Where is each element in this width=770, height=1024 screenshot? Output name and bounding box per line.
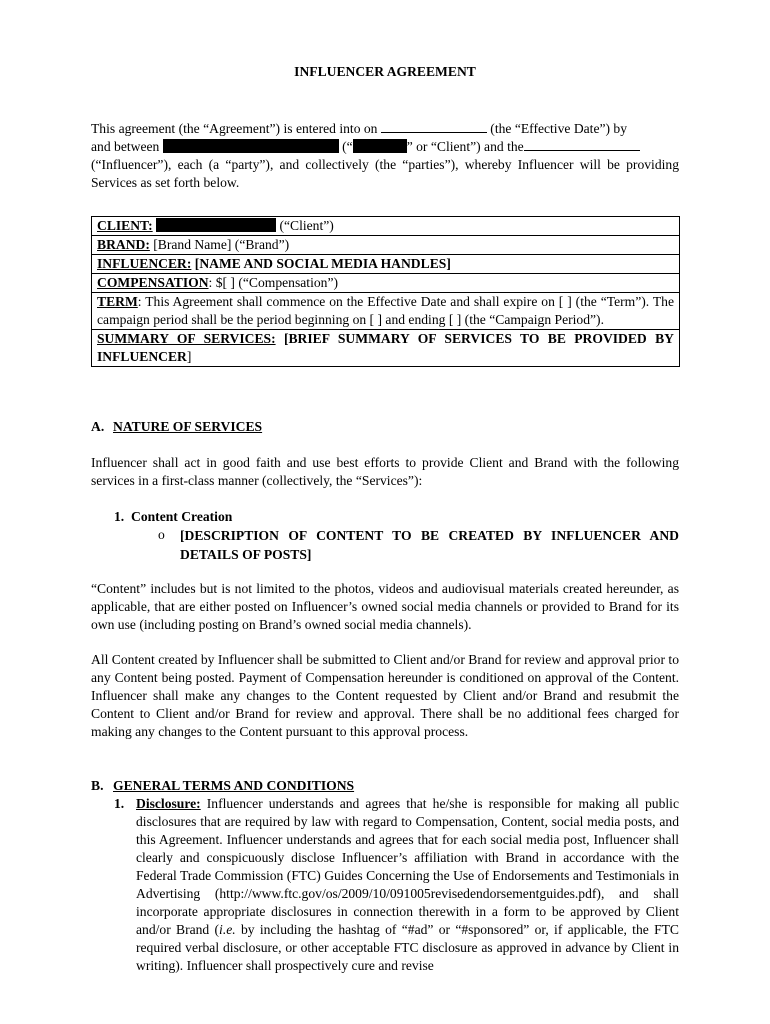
intro-text: ” or “Client”) and the <box>406 139 524 154</box>
redacted-client-name <box>156 218 276 232</box>
table-row-client <box>92 217 680 236</box>
brand-label: BRAND: <box>97 237 150 252</box>
redacted-party-name <box>163 139 339 153</box>
summary-value: [BRIEF SUMMARY OF SERVICES TO BE PROVIDED BY INFLUENCER <box>97 331 674 364</box>
table-row-influencer <box>92 255 680 274</box>
influencer-name-blank <box>524 138 640 151</box>
table-row-term <box>92 293 680 330</box>
agreement-summary-table <box>91 216 680 367</box>
services-intro-paragraph: Influencer shall act in good faith and use best efforts to provide Client and Brand with the following services in a first-class manner (collectively, the “Services”): <box>91 455 679 488</box>
intro-text: This agreement (the “Agreement”) is entered into on <box>91 121 381 136</box>
client-suffix: (“Client”) <box>276 218 334 233</box>
content-creation-item <box>114 508 232 526</box>
disclosure-ie: i.e. <box>219 922 236 937</box>
section-a-letter: A. <box>91 419 105 434</box>
content-creation-title: Content Creation <box>131 509 233 524</box>
influencer-value: [NAME AND SOCIAL MEDIA HANDLES] <box>191 256 451 271</box>
intro-paragraph <box>91 120 679 192</box>
compensation-label: COMPENSATION <box>97 275 209 290</box>
section-b-title: GENERAL TERMS AND CONDITIONS <box>113 778 355 793</box>
redacted-short-name <box>353 139 407 153</box>
content-definition-paragraph: “Content” includes but is not limited to the photos, videos and audiovisual materials created hereunder, as applicable, that are either posted on Influencer’s owned social media channels or provided to Brand for its own use (including posting on Brand’s owned social media channels). <box>91 581 679 632</box>
influencer-label: INFLUENCER: <box>97 256 192 271</box>
section-a-heading <box>91 418 262 436</box>
document-title: INFLUENCER AGREEMENT <box>294 64 476 79</box>
disclosure-text: Influencer understands and agrees that he/she is responsible for making all public disclosures that are required by law with regard to Compensation, Content, social media posts, and this Agreement. Influencer understands and agrees that for each social media post, Influencer shall clearly and conspicuously disclose Influencer’s affiliation with Brand in accordance with the Federal Trade Commission (FTC) Guides Concerning the Use of Endorsements and Testimonials in Advertising (http://www.ftc.gov/os/2009/10/091005revisedendorsementguides.pdf), and shall incorporate appropriate disclosures in connection therewith in a form to be approved by Client and/or Brand ( <box>136 796 679 937</box>
brand-value: [Brand Name] (“Brand”) <box>149 237 290 252</box>
disclosure-label: Disclosure: <box>136 796 201 811</box>
term-label: TERM <box>97 294 138 309</box>
summary-label: SUMMARY OF SERVICES: <box>97 331 276 346</box>
section-b-letter: B. <box>91 778 104 793</box>
table-row-brand <box>92 236 680 255</box>
summary-value-end: ] <box>186 349 192 364</box>
bullet-marker: o <box>158 527 165 542</box>
effective-date-blank <box>381 120 487 133</box>
disclosure-item-number: 1. <box>114 796 125 811</box>
disclosure-text-end: by including the hashtag of “#ad” or “#sponsored” or, if applicable, the FTC required verbal disclosure, or other acceptable FTC disclosure as approved in advance by Client in writing). Influencer shall prospectively cure and revise <box>136 922 679 973</box>
intro-text: (“ <box>338 139 353 154</box>
content-description-text: [DESCRIPTION OF CONTENT TO BE CREATED BY INFLUENCER AND DETAILS OF POSTS] <box>180 528 679 562</box>
section-b-heading <box>91 777 354 795</box>
intro-text: (“Influencer”), each (a “party”), and collectively (the “parties”), whereby Influencer will be providing Services as set forth below. <box>91 157 679 190</box>
content-review-paragraph: All Content created by Influencer shall be submitted to Client and/or Brand for review and approval prior to any Content being posted. Payment of Compensation hereunder is conditioned on approval of the Content. Influencer shall make any changes to the Content requested by Client and/or Brand and resubmit the Content to Client and/or Brand for review and approval. There shall be no additional fees charged for making any changes to the Content pursuant to this approval process. <box>91 652 679 739</box>
compensation-value: : $[ ] (“Compensation”) <box>208 275 339 290</box>
section-a-title: NATURE OF SERVICES <box>113 419 263 434</box>
term-value: : This Agreement shall commence on the Effective Date and shall expire on [ ] (the “Term”). The campaign period shall be the period beginning on [ ] and ending [ ] (the “Campaign Period”). <box>97 294 674 327</box>
disclosure-paragraph <box>136 795 679 975</box>
intro-text: (the “Effective Date”) by <box>486 121 628 136</box>
table-row-compensation <box>92 274 680 293</box>
list-number: 1. <box>114 509 125 524</box>
table-row-summary <box>92 330 680 367</box>
client-label: CLIENT: <box>97 218 153 233</box>
intro-text: and between <box>91 139 163 154</box>
